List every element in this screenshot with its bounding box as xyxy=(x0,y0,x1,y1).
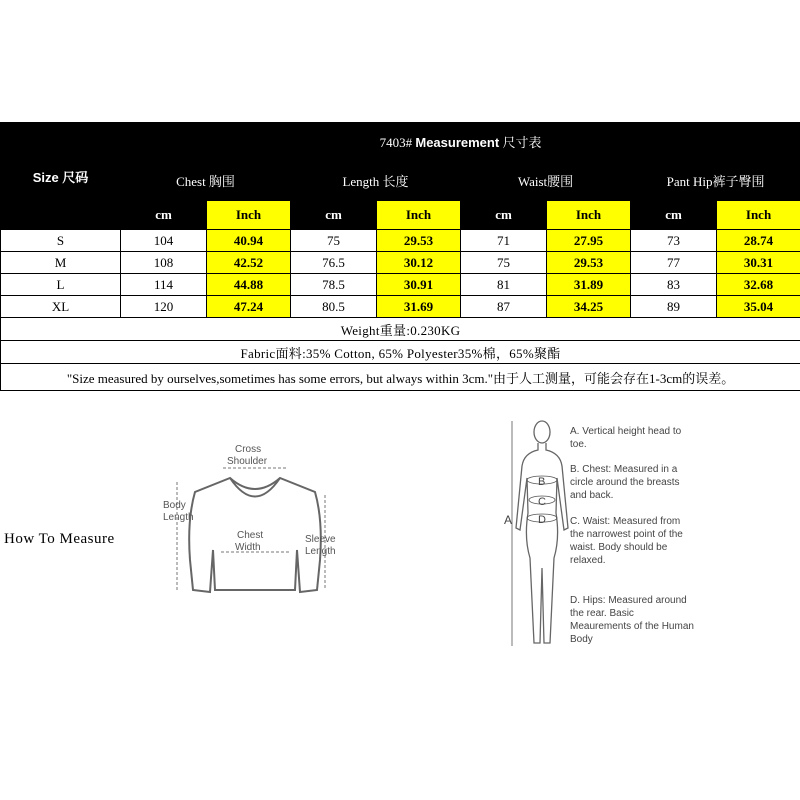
size-table xyxy=(0,122,800,391)
chest-cm-cell: 120 xyxy=(121,296,207,318)
chest-inch-cell: 42.52 xyxy=(207,252,291,274)
hip-inch-cell: 28.74 xyxy=(717,230,800,252)
chest-label: Chest xyxy=(237,530,264,541)
marker-d: D xyxy=(538,514,546,526)
marker-a: A xyxy=(504,513,513,527)
hip-cm-cell: 83 xyxy=(631,274,717,296)
size-cell: XL xyxy=(1,296,121,318)
cross-label: Cross xyxy=(235,444,262,455)
fabric-row xyxy=(1,341,800,364)
waist-cm-cell: 75 xyxy=(461,252,547,274)
waist-inch-cell: 31.89 xyxy=(547,274,631,296)
length-cm-cell: 78.5 xyxy=(291,274,377,296)
chest-cm-cell: 114 xyxy=(121,274,207,296)
table-title xyxy=(121,123,800,160)
shoulder-label: Shoulder xyxy=(227,456,268,467)
unit-cm: cm xyxy=(631,201,717,230)
unit-cm: cm xyxy=(291,201,377,230)
title-number: 7403# xyxy=(379,134,413,150)
table-row xyxy=(1,230,800,252)
table-row xyxy=(1,296,800,318)
chest-inch-cell: 47.24 xyxy=(207,296,291,318)
length-inch-cell: 31.69 xyxy=(377,296,461,318)
sweater-diagram xyxy=(155,440,355,610)
marker-c: C xyxy=(538,496,546,508)
size-chart xyxy=(0,122,800,391)
waist-inch-cell: 27.95 xyxy=(547,230,631,252)
hip-inch-cell: 32.68 xyxy=(717,274,800,296)
unit-inch: Inch xyxy=(207,201,291,230)
fabric-text: Fabric面料:35% Cotton, 65% Polyester35%棉，65%聚酯 xyxy=(1,341,800,364)
unit-row xyxy=(1,201,800,230)
hip-cm-cell: 89 xyxy=(631,296,717,318)
waist-cm-cell: 71 xyxy=(461,230,547,252)
body-label: Body xyxy=(163,500,186,511)
size-cell: S xyxy=(1,230,121,252)
hip-inch-cell: 30.31 xyxy=(717,252,800,274)
body-outline xyxy=(516,443,568,643)
chest-inch-cell: 44.88 xyxy=(207,274,291,296)
chest-inch-cell: 40.94 xyxy=(207,230,291,252)
weight-row xyxy=(1,318,800,341)
title-word: Measurement xyxy=(415,134,500,150)
unit-inch: Inch xyxy=(377,201,461,230)
head-outline xyxy=(534,421,550,443)
how-to-measure-label: How To Measure xyxy=(4,531,115,547)
sleeve-label: Sleeve xyxy=(305,534,336,545)
length-cm-cell: 80.5 xyxy=(291,296,377,318)
width-label: Width xyxy=(235,542,261,553)
length-label: Length xyxy=(163,512,194,523)
waist-cm-cell: 81 xyxy=(461,274,547,296)
measurement-note: "Size measured by ourselves,sometimes has some errors, but always within 3cm."由于人工测量，可能会存在1-3cm的误差。 xyxy=(1,364,800,391)
marker-b: B xyxy=(538,476,546,488)
instruction-c: C. Waist: Measured from the narrowest point of the waist. Body should be relaxed. xyxy=(570,516,683,566)
instruction-d: D. Hips: Measured around the rear. Basic Meaurements of the Human Body xyxy=(570,595,694,645)
size-cell: M xyxy=(1,252,121,274)
length-inch-cell: 29.53 xyxy=(377,230,461,252)
group-length: Length 长度 xyxy=(291,160,461,201)
weight-text: Weight重量:0.230KG xyxy=(1,318,800,341)
group-pant-hip: Pant Hip裤子臀围 xyxy=(631,160,800,201)
length-inch-cell: 30.12 xyxy=(377,252,461,274)
unit-inch: Inch xyxy=(547,201,631,230)
chest-cm-cell: 104 xyxy=(121,230,207,252)
hip-cm-cell: 77 xyxy=(631,252,717,274)
size-cell: L xyxy=(1,274,121,296)
group-waist: Waist腰围 xyxy=(461,160,631,201)
size-header: Size 尺码 xyxy=(1,123,121,230)
group-chest: Chest 胸围 xyxy=(121,160,291,201)
group-header-row xyxy=(1,160,800,201)
waist-inch-cell: 34.25 xyxy=(547,296,631,318)
length-cm-cell: 76.5 xyxy=(291,252,377,274)
unit-inch: Inch xyxy=(717,201,800,230)
instruction-a: A. Vertical height head to toe. xyxy=(570,426,682,450)
table-row xyxy=(1,274,800,296)
note-row xyxy=(1,364,800,391)
sleeve-length-label: Length xyxy=(305,546,336,557)
length-cm-cell: 75 xyxy=(291,230,377,252)
hip-cm-cell: 73 xyxy=(631,230,717,252)
table-row xyxy=(1,252,800,274)
waist-cm-cell: 87 xyxy=(461,296,547,318)
unit-cm: cm xyxy=(121,201,207,230)
sweater-collar xyxy=(230,478,280,497)
waist-inch-cell: 29.53 xyxy=(547,252,631,274)
title-row xyxy=(1,123,800,160)
hip-inch-cell: 35.04 xyxy=(717,296,800,318)
title-cn: 尺寸表 xyxy=(502,134,542,150)
length-inch-cell: 30.91 xyxy=(377,274,461,296)
unit-cm: cm xyxy=(461,201,547,230)
chest-cm-cell: 108 xyxy=(121,252,207,274)
body-diagram xyxy=(500,418,570,650)
instruction-b: B. Chest: Measured in a circle around the breasts and back. xyxy=(570,464,680,501)
